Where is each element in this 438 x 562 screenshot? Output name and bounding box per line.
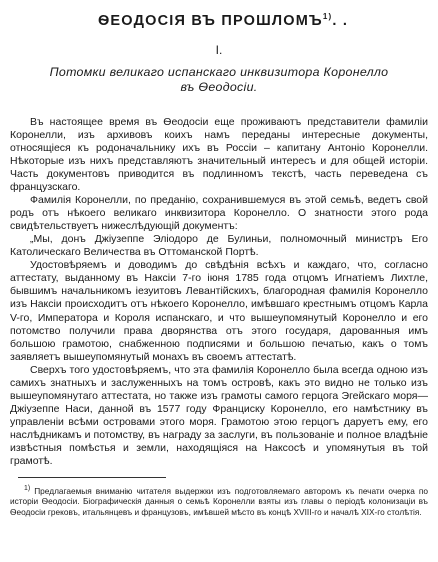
body-text	[10, 116, 428, 468]
footnote-mark: 1)	[24, 485, 31, 493]
footnote-paragraph	[10, 484, 428, 517]
page-title	[18, 8, 428, 30]
title-text: ѲЕОДОСІЯ ВЪ ПРОШЛОМЪ	[97, 12, 323, 29]
section-subtitle	[10, 65, 428, 96]
subtitle-line-1: Потомки великаго испанскаго инквизитора Коронелло	[49, 64, 389, 79]
paragraph-5: Сверхъ того удостовѣряемъ, что эта фамилія Коронелло была всегда одною изъ самихъ знатныхъ и заслуженныхъ на томъ островѣ, какъ это видно не только изъ вышеупомянутаго аттестата, но также изъ грамоты самого герцога Эгейскаго моря—Джіузеппе Наси, данной въ 1577 году Франциску Коронелло, его намѣстнику въ управленіи всѣми островами этого моря. Грамотою этою герцогъ даруетъ ему, его наслѣдникамъ и потомству, въ награду за заслуги, въ пользованіе и полное владѣніе извѣстныя помѣстья и земли, находящіяся на Наксосѣ и упомянутыя въ той грамотѣ.	[10, 363, 428, 468]
paragraph-4: Удостовѣряемъ и доводимъ до свѣдѣнія всѣхъ и каждаго, что, согласно аттестату, выданному въ Наксіи 7-го іюня 1785 года отцомъ Игнатіемъ Лихтле, бывшимъ начальникомъ іезуитовъ Левантійскихъ, благородная фамилія Коронелло изъ Наксіи происходитъ отъ нѣкоего Коронелло, имѣвшаго крестнымъ отцомъ Карла V-го, Императора и Короля испанскаго, и что вышеупомянутый Коронелло и его потомство получили права дворянства отъ этого государя, дарованныя имъ большою грамотою, снабженною подписями и большою печатью, какъ о томъ заявляетъ вышеупомянутый монахъ въ своемъ аттестатѣ.	[10, 259, 428, 363]
footnote-text: Предлагаемыя вниманію читателя выдержки изъ подготовляемаго авторомъ къ печати очерка по исторіи Ѳеодосіи. Біографическія данныя о семьѣ Коронелли взяты изъ главы о періодѣ колонизаціи въ Ѳеодосіи грековъ, итальянцевъ и французовъ, имѣвшей мѣсто въ концѣ XVIII-го и началѣ XIX-го столѣтія.	[10, 485, 428, 517]
title-tail: . .	[332, 12, 349, 29]
subtitle-line-2: въ Ѳеодосіи.	[180, 80, 258, 95]
section-number: I.	[215, 42, 223, 57]
title-footnote-mark: 1)	[322, 12, 333, 21]
paragraph-3: „Мы, донъ Джіузеппе Элiодоро де Булиньи, полномочный министръ Его Католическаго Величества въ Оттоманской Портѣ.	[10, 233, 428, 259]
footnote-divider	[18, 477, 166, 478]
paragraph-1: Въ настоящее время въ Ѳеодосіи еще проживаютъ представители фамиліи Коронелли, изъ архивовъ коихъ намъ переданы интересные документы, относящіеся къ родоначальнику ихъ въ Россіи – капитану Антоніо Коронелли. Нѣкоторые изъ нихъ представляютъ значительный интересъ и для общей исторіи. Часть документовъ приводится въ подлинномъ текстѣ, часть переведена съ французскаго.	[10, 115, 428, 194]
paragraph-2: Фамилія Коронелли, по преданію, сохранившемуся въ этой семьѣ, ведетъ свой родъ отъ нѣкоего великаго инквизитора Коронелло. О знатности этого рода свидѣтельствуетъ нижеслѣдующій документъ:	[10, 194, 428, 233]
footnote	[10, 484, 428, 517]
